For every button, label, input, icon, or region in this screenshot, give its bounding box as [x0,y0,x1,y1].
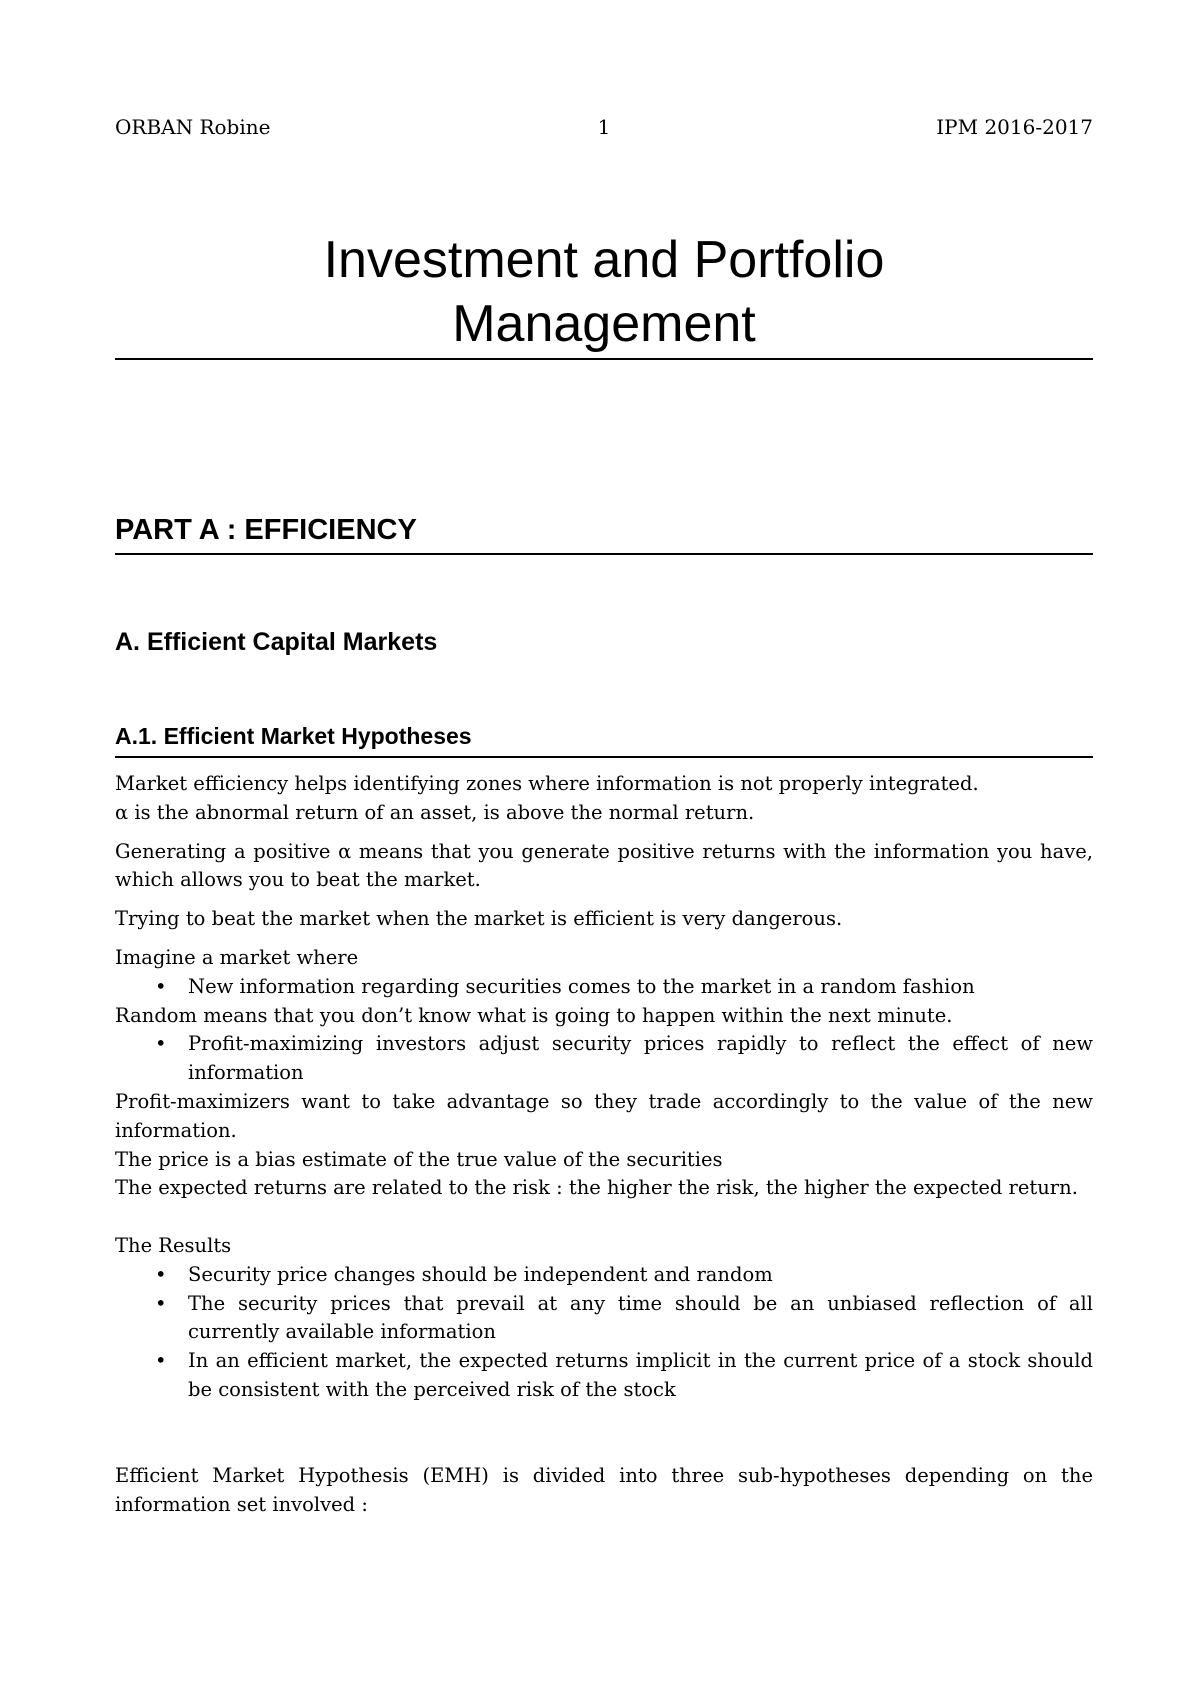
paragraph: α is the abnormal return of an asset, is above the normal return. [115,800,755,824]
title-rule [115,358,1093,360]
body-text [115,770,1093,1520]
section-heading: A. Efficient Capital Markets [115,628,438,656]
list-item: • The security prices that prevail at any time should be an unbiased reflection of all currently available information [188,1290,1093,1348]
header-course: IPM 2016-2017 [936,115,1093,139]
paragraph: Market efficiency helps identifying zones where information is not properly integrated. [115,772,979,795]
results-list [115,1261,1093,1405]
list-item: • In an efficient market, the expected returns implicit in the current price of a stock should be consistent with the perceived risk of the stock [188,1347,1093,1405]
paragraph: The expected returns are related to the risk : the higher the risk, the higher the expected return. [115,1176,1078,1200]
subsection-rule [115,756,1093,758]
paragraph: Profit-maximizers want to take advantage so they trade accordingly to the value of the new information. [115,1089,1093,1142]
results-heading: The Results [115,1233,232,1257]
part-heading: PART A : EFFICIENCY [115,514,417,546]
part-rule [115,553,1093,555]
paragraph: Imagine a market where [115,945,359,969]
title-line-2: Management [452,295,756,353]
list-item: • Security price changes should be independent and random [188,1261,1093,1290]
page-header [115,115,1093,145]
header-author: ORBAN Robine [115,115,271,139]
subsection-heading: A.1. Efficient Market Hypotheses [115,723,472,749]
title-line-1: Investment and Portfolio [323,231,885,289]
list-item: • Profit-maximizing investors adjust security prices rapidly to reflect the effect of new information [188,1030,1093,1088]
paragraph: Efficient Market Hypothesis (EMH) is divided into three sub-hypotheses depending on the information set involved : [115,1464,1093,1517]
paragraph: Trying to beat the market when the market is efficient is very dangerous. [115,907,843,931]
bullet-list [115,973,1093,1002]
paragraph: The price is a bias estimate of the true value of the securities [115,1147,723,1171]
paragraph: Generating a positive α means that you generate positive returns with the information you have, which allows you to beat the market. [115,839,1093,892]
document-title [115,228,1093,356]
list-item: • New information regarding securities comes to the market in a random fashion [188,973,1093,1002]
paragraph: Random means that you don’t know what is going to happen within the next minute. [115,1003,953,1027]
header-page-number: 1 [597,115,611,139]
bullet-list [115,1030,1093,1088]
